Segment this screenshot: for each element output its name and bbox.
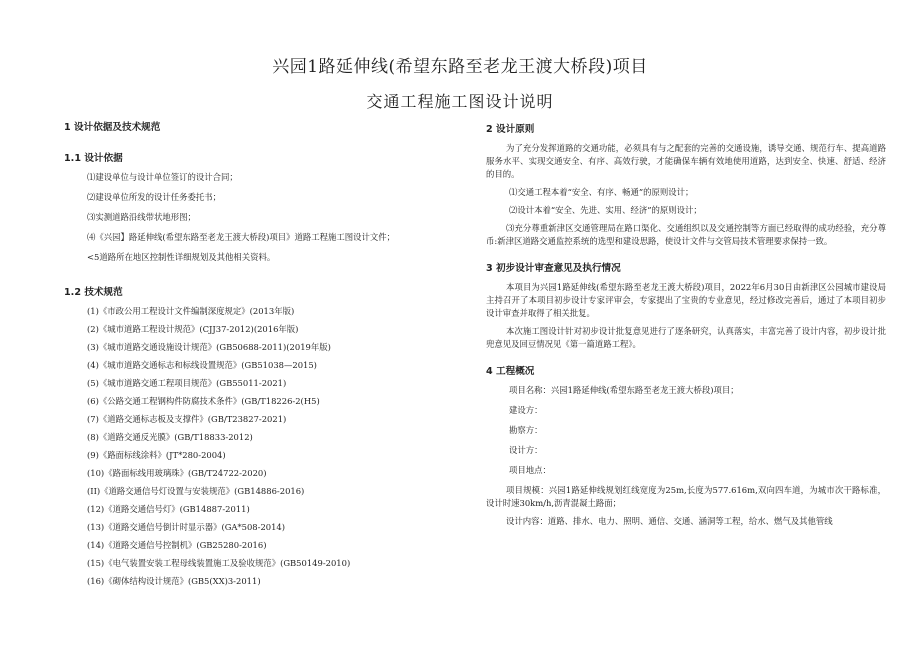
design-basis-list [64, 171, 454, 264]
spec-item: (3)《城市道路交通设施设计规范》(GB50688-2011)(2019年版) [87, 342, 331, 352]
design-principle-paragraph: 为了充分发挥道路的交通功能，必须具有与之配套的完善的交通设施，诱导交通、规范行车、提高道路服务水平、实现交通安全、有序、高效行驶，才能确保车辆有效地使用道路，达到安全、快速、舒适、经济的目的。 [486, 143, 886, 179]
spec-item: (6)《公路交通工程钢构件防腐技术条件》(GB/T18226-2(H5) [87, 396, 320, 406]
project-item: 项目地点： [509, 465, 551, 475]
review-paragraph-2: 本次施工图设计针对初步设计批复意见进行了逐条研究，认真落实，丰富完善了设计内容，初步设计批兜意见及回豆情况见《第一篇道路工程》。 [486, 326, 886, 349]
project-item: 设计方： [509, 445, 543, 455]
principle-item-3: ⑶充分尊重新津区交通管理局在路口渠化、交通组织以及交通控制等方面已经取得的成功经验，充分尊币:新津区道路交通监控系统的选型和建设思路，使设计文件与交管局技术管理要求保持一致。 [486, 223, 886, 246]
principle-item: ⑴交通工程本着“安全、有序、畅通”的原则设计； [509, 187, 694, 197]
principle-item: ⑵设计本着“安全、先进、实用、经济”的原则设计； [509, 205, 702, 215]
section-1-2-heading: 1.2 技术规范 [64, 287, 123, 298]
spec-item: (8)《道路交通反光膜》(GB/T18833-2012) [87, 432, 253, 442]
spec-item: (II)《道路交通信号灯设置与安装规范》(GB14886-2016) [87, 486, 305, 496]
left-column [64, 118, 454, 593]
spec-item: (1)《市政公用工程设计文件编制深度规定》(2013年版) [87, 306, 295, 316]
spec-item: (4)《城市道路交通标志和标线设置规范》(GB51038—2015) [87, 360, 317, 370]
section-3-heading: 3 初步设计审查意见及执行情况 [486, 263, 621, 274]
basis-item: ⑶实测道路沿线带状地形图； [87, 212, 196, 222]
right-column [486, 120, 886, 533]
spec-item: (9)《路面标线涂料》(JT*280-2004) [87, 450, 226, 460]
spec-item: (12)《道路交通信号灯》(GB14887-2011) [87, 504, 250, 514]
document-subtitle: 交通工程施工图设计说明 [366, 92, 554, 111]
spec-item: (2)《城市道路工程设计规范》(CJJ37-2012)(2016年版) [87, 324, 299, 334]
basis-item: ⑴建设单位与设计单位签订的设计合同； [87, 172, 238, 182]
design-content: 设计内容：道路、排水、电力、照明、通信、交通、涵洞等工程，给水、燃气及其他管线 [506, 516, 833, 526]
project-overview-list [486, 384, 886, 477]
basis-item: ⑷《兴园】路延伸线(希望东路至老龙王渡大桥段)项目》道路工程施工图设计文件； [87, 232, 396, 242]
spec-item: (5)《城市道路交通工程项目规范》(GB55011-2021) [87, 378, 287, 388]
project-item: 建设方： [509, 405, 543, 415]
spec-item: (13)《道路交通信号倒计时显示器》(GA*508-2014) [87, 522, 286, 532]
project-scale: 项目规模：兴园1路延伸线规划红线宽度为25m,长度为577.616m,双向四车道，为城市次干路标准，设计时速30km/h,沥青混凝土路面； [486, 485, 886, 508]
spec-item: (10)《路面标线用玻璃珠》(GB/T24722-2020) [87, 468, 267, 478]
section-2-heading: 2 设计原则 [486, 124, 535, 135]
basis-item: ⑵建设单位所发的设计任务委托书； [87, 192, 221, 202]
spec-item: (16)《砌体结构设计规范》(GB5(XX)3-2011) [87, 576, 261, 586]
project-item: 勘察方： [509, 425, 543, 435]
spec-item: (7)《道路交通标志板及支撑件》(GB/T23827-2021) [87, 414, 287, 424]
section-4-heading: 4 工程概况 [486, 366, 535, 377]
section-1-1-heading: 1.1 设计依据 [64, 153, 123, 164]
project-item: 项目名称：兴园1路延伸线(希望东路至老龙王渡大桥段)项目； [509, 385, 739, 395]
review-paragraph-1: 本项目为兴园1路延伸线(希望东路至老龙王渡大桥段)项目，2022年6月30日由新津区公园城市建设局主持召开了本项目初步设计专家评审会，专家提出了宝贵的专业意见，经过修改完善后，通过了本项目初步设计审查并取得了相关批复。 [486, 282, 886, 318]
technical-specs-list [64, 305, 454, 588]
basis-item: <5道路所在地区控制性详细规划及其他相关资料。 [87, 252, 276, 262]
spec-item: (14)《道路交通信号控制机》(GB25280-2016) [87, 540, 267, 550]
section-1-heading: 1 设计依据及技术规范 [64, 122, 161, 133]
spec-item: (15)《电气装置安装工程母线装置施工及验收规范》(GB50149-2010) [87, 558, 351, 568]
document-title: 兴园1路延伸线(希望东路至老龙王渡大桥段)项目 [272, 57, 648, 77]
